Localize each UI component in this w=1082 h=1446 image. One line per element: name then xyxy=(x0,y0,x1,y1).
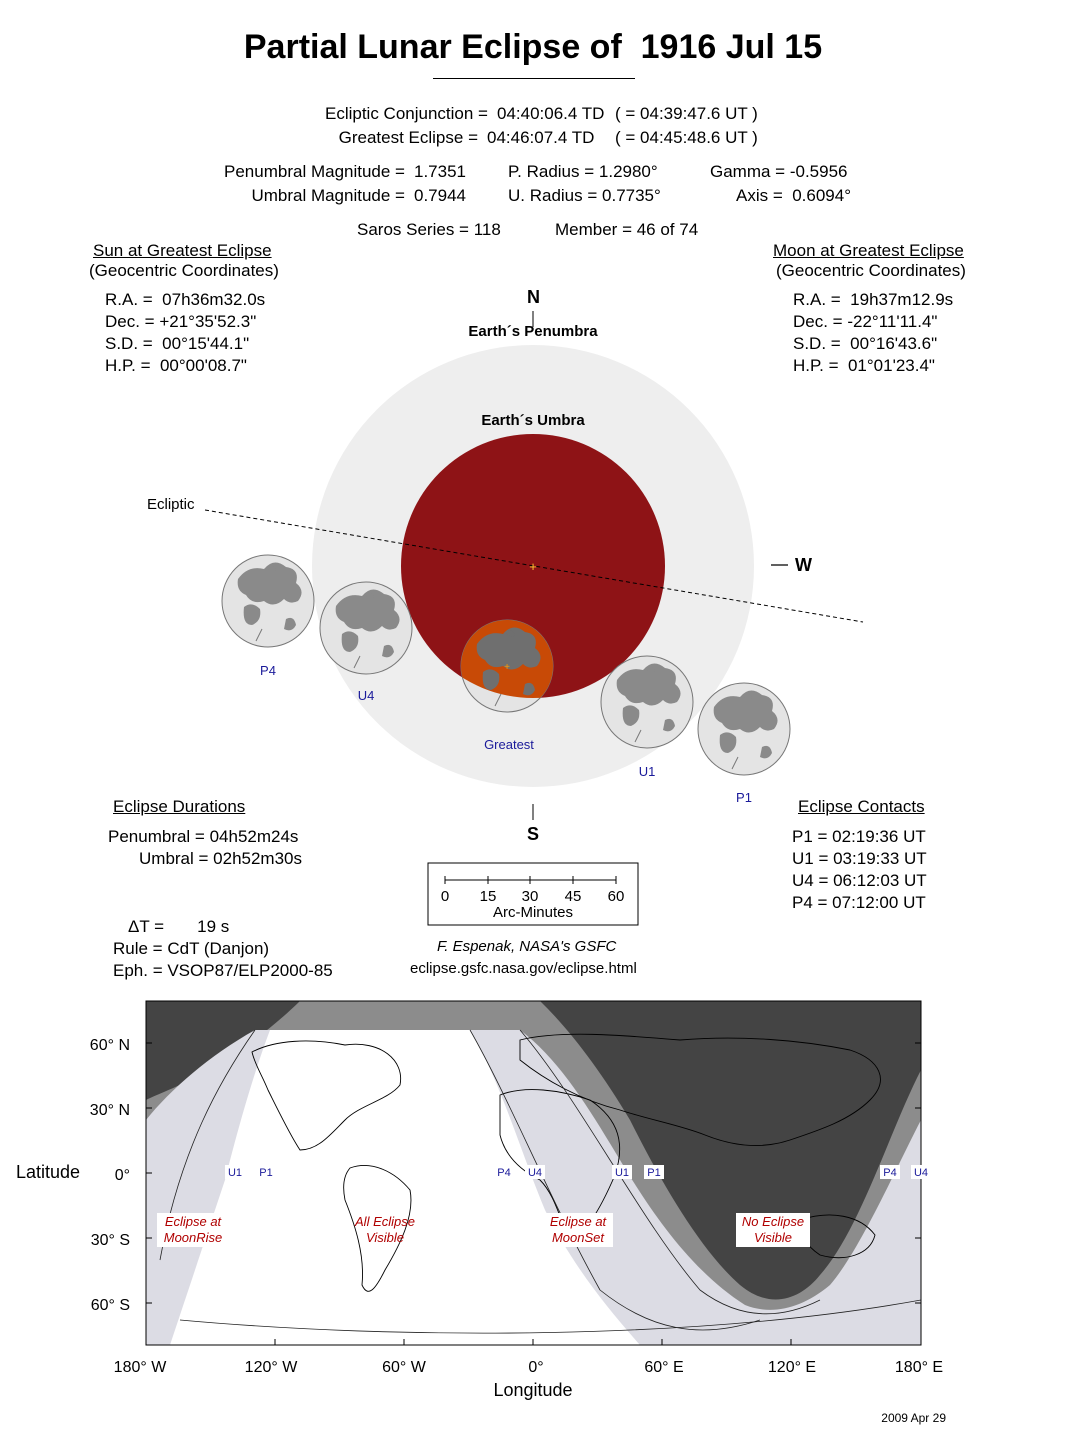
rule: Rule = CdT (Danjon) xyxy=(113,939,270,958)
moon-dec: Dec. = -22°11'11.4" xyxy=(793,312,938,331)
zone-all-visible-line2: Visible xyxy=(365,1230,405,1245)
p-radius: P. Radius = 1.2980° xyxy=(508,162,658,181)
map-marker-p4: P4 xyxy=(883,1167,897,1179)
contact-p4: P4 = 07:12:00 UT xyxy=(792,893,926,912)
conjunction-td: 04:40:06.4 TD xyxy=(497,104,605,123)
greatest-eclipse-label: Greatest Eclipse = xyxy=(338,128,478,147)
latitude-axis-label: Latitude xyxy=(16,1162,81,1182)
penumbra-label: Earth´s Penumbra xyxy=(468,323,598,340)
gamma: Gamma = -0.5956 xyxy=(710,162,848,181)
saros-series: Saros Series = 118 xyxy=(357,220,501,239)
u-radius: U. Radius = 0.7735° xyxy=(508,186,661,205)
zone-moonset-line1: Eclipse at xyxy=(549,1214,607,1229)
map-marker-u4: U4 xyxy=(527,1167,543,1179)
zone-none-line1: No Eclipse xyxy=(741,1214,805,1229)
conjunction-ut: ( = 04:39:47.6 UT ) xyxy=(615,104,758,123)
lat-tick-label: 60° S xyxy=(90,1297,130,1314)
umbral-magnitude-value: 0.7944 xyxy=(414,186,466,205)
umbra-label: Earth´s Umbra xyxy=(481,412,585,429)
penumbral-magnitude-label: Penumbral Magnitude = xyxy=(224,162,405,181)
lon-tick-label: 60° E xyxy=(644,1359,684,1376)
shadow-center-marker: + xyxy=(529,559,537,574)
zone-moonrise-line1: Eclipse at xyxy=(164,1214,222,1229)
lon-tick-label: 0° xyxy=(528,1359,544,1376)
lon-tick-label: 120° E xyxy=(767,1359,817,1376)
moon-hp: H.P. = 01°01'23.4" xyxy=(793,356,935,375)
date-stamp: 2009 Apr 29 xyxy=(881,1411,946,1425)
ephemeris: Eph. = VSOP87/ELP2000-85 xyxy=(113,961,333,980)
svg-text:+: + xyxy=(504,662,510,673)
delta-t: ΔT = 19 s xyxy=(128,917,230,936)
lat-tick-label: 0° xyxy=(114,1167,130,1184)
page-title: Partial Lunar Eclipse of 1916 Jul 15 xyxy=(243,28,823,66)
contact-u4: U4 = 06:12:03 UT xyxy=(792,871,927,890)
south-marker: S xyxy=(527,824,540,844)
map-marker-p1: P1 xyxy=(259,1167,273,1179)
axis: Axis = 0.6094° xyxy=(736,186,852,205)
penumbral-magnitude-value: 1.7351 xyxy=(414,162,466,181)
west-marker: W xyxy=(795,555,812,575)
sun-heading: Sun at Greatest Eclipse xyxy=(93,241,272,260)
sun-sd: S.D. = 00°15'44.1" xyxy=(105,334,250,353)
ecliptic-label: Ecliptic xyxy=(147,496,195,513)
moon-label-u4: U4 xyxy=(357,688,375,703)
map-marker-u1: U1 xyxy=(227,1167,243,1179)
zone-all-visible-line1: All Eclipse xyxy=(355,1214,415,1229)
conjunction-label: Ecliptic Conjunction = xyxy=(324,104,488,123)
map-marker-u4: U4 xyxy=(913,1167,929,1179)
sun-dec: Dec. = +21°35'52.3" xyxy=(105,312,257,331)
credit-author: F. Espenak, NASA's GSFC xyxy=(437,938,617,955)
greatest-eclipse-td: 04:46:07.4 TD xyxy=(487,128,595,147)
moon-label-u1: U1 xyxy=(638,764,656,779)
sun-subheading: (Geocentric Coordinates) xyxy=(89,261,279,280)
sun-ra: R.A. = 07h36m32.0s xyxy=(105,290,266,309)
map-marker-p4: P4 xyxy=(497,1167,511,1179)
penumbral-duration: Penumbral = 04h52m24s xyxy=(108,827,299,846)
lon-tick-label: 180° W xyxy=(113,1359,167,1376)
zone-moonset-line2: MoonSet xyxy=(551,1230,605,1245)
map-marker-p1: P1 xyxy=(647,1167,661,1179)
scale-tick-label: 45 xyxy=(564,888,582,905)
moon-label-p4: P4 xyxy=(260,663,276,678)
lon-tick-label: 60° W xyxy=(382,1359,426,1376)
saros-member: Member = 46 of 74 xyxy=(555,220,699,239)
map-marker-u1: U1 xyxy=(614,1167,630,1179)
scale-tick-label: 15 xyxy=(479,888,497,905)
contacts-heading: Eclipse Contacts xyxy=(798,797,925,816)
lat-tick-label: 30° S xyxy=(90,1232,130,1249)
durations-heading: Eclipse Durations xyxy=(113,797,246,816)
greatest-eclipse-ut: ( = 04:45:48.6 UT ) xyxy=(615,128,758,147)
umbral-magnitude-label: Umbral Magnitude = xyxy=(251,186,405,205)
credit-url: eclipse.gsfc.nasa.gov/eclipse.html xyxy=(410,960,637,977)
contact-u1: U1 = 03:19:33 UT xyxy=(792,849,927,868)
moon-sd: S.D. = 00°16'43.6" xyxy=(793,334,938,353)
lat-tick-label: 60° N xyxy=(89,1037,130,1054)
lon-tick-label: 180° E xyxy=(894,1359,944,1376)
scale-unit-label: Arc-Minutes xyxy=(492,904,574,921)
moon-heading: Moon at Greatest Eclipse xyxy=(773,241,964,260)
scale-tick-label: 30 xyxy=(521,888,539,905)
moon-subheading: (Geocentric Coordinates) xyxy=(776,261,966,280)
moon-label-greatest: Greatest xyxy=(484,737,534,752)
umbral-duration: Umbral = 02h52m30s xyxy=(139,849,303,868)
sun-hp: H.P. = 00°00'08.7" xyxy=(105,356,247,375)
north-marker: N xyxy=(527,287,540,307)
scale-tick-label: 60 xyxy=(607,888,625,905)
lat-tick-label: 30° N xyxy=(89,1102,130,1119)
moon-label-p1: P1 xyxy=(736,790,752,805)
contact-p1: P1 = 02:19:36 UT xyxy=(792,827,926,846)
moon-ra: R.A. = 19h37m12.9s xyxy=(793,290,954,309)
lon-tick-label: 120° W xyxy=(244,1359,298,1376)
zone-moonrise-line2: MoonRise xyxy=(163,1230,223,1245)
longitude-axis-label: Longitude xyxy=(493,1380,573,1400)
scale-tick-label: 0 xyxy=(440,888,450,905)
zone-none-line2: Visible xyxy=(753,1230,793,1245)
